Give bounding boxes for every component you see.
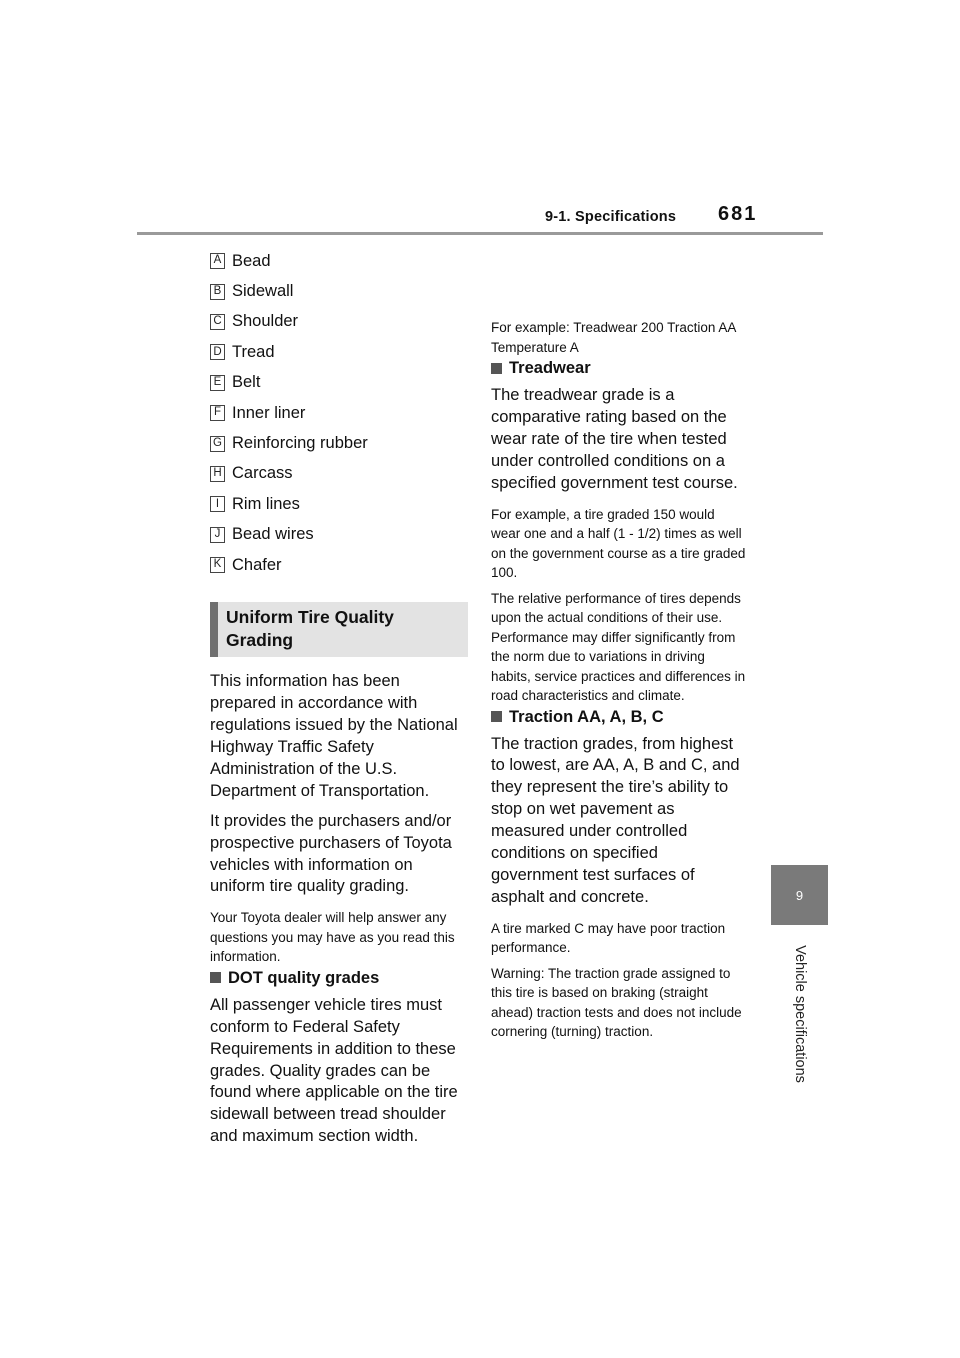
list-item bbox=[210, 489, 468, 519]
treadwear-paragraph: The treadwear grade is a comparative rating based on the wear rate of the tire when tested under controlled conditions on a specified government test course. bbox=[491, 386, 738, 492]
left-column bbox=[210, 246, 468, 1148]
part-letter-box: E bbox=[210, 375, 225, 391]
purpose-paragraph: It provides the purchasers and/or prospective purchasers of Toyota vehicles with information on uniform tire quality grading. bbox=[210, 811, 452, 896]
part-letter-box: I bbox=[210, 496, 225, 512]
part-name: Sidewall bbox=[232, 282, 294, 301]
part-name: Carcass bbox=[232, 464, 293, 483]
list-item bbox=[210, 276, 468, 306]
list-item bbox=[210, 428, 468, 458]
section-heading-box bbox=[210, 602, 468, 657]
chapter-side-label bbox=[772, 932, 828, 1096]
part-letter-box: C bbox=[210, 314, 225, 330]
section-title: 9-1. Specifications bbox=[545, 209, 677, 225]
subheading-text: Treadwear bbox=[509, 359, 591, 377]
treadwear-heading bbox=[491, 357, 746, 379]
part-letter-box: J bbox=[210, 527, 225, 543]
list-item bbox=[210, 246, 468, 276]
right-column bbox=[491, 242, 746, 1042]
dot-grades-heading bbox=[210, 967, 468, 989]
traction-note: A tire marked C may have poor traction performance. bbox=[491, 920, 726, 956]
part-letter-box: F bbox=[210, 405, 225, 421]
intro-paragraph: This information has been prepared in accordance with regulations issued by the National Highway Traffic Safety Administration of the U.S. Department of Transportation. bbox=[210, 672, 458, 800]
chapter-tab[interactable] bbox=[771, 865, 828, 925]
page-number: 681 bbox=[718, 203, 758, 225]
part-name: Tread bbox=[232, 342, 275, 361]
list-item bbox=[210, 368, 468, 398]
tire-parts-list bbox=[210, 246, 468, 580]
subheading-text: Traction AA, A, B, C bbox=[509, 707, 664, 726]
traction-warning: Warning: The traction grade assigned to this tire is based on braking (straight ahead) traction tests and does not include cornering (turning) traction. bbox=[491, 965, 742, 1040]
chapter-number: 9 bbox=[795, 887, 804, 903]
treadwear-note: The relative performance of tires depends upon the actual conditions of their use. Performance may differ significantly from the norm due to variations in driving habits, service practices and differences in road characteristics and climate. bbox=[491, 590, 746, 704]
part-letter-box: D bbox=[210, 344, 225, 360]
part-name: Chafer bbox=[232, 555, 282, 574]
dealer-note: Your Toyota dealer will help answer any questions you may have as you read this information. bbox=[210, 910, 455, 965]
part-name: Rim lines bbox=[232, 494, 300, 513]
part-name: Reinforcing rubber bbox=[232, 434, 368, 453]
part-letter-box: B bbox=[210, 284, 225, 300]
list-item bbox=[210, 459, 468, 489]
list-item bbox=[210, 337, 468, 367]
list-item bbox=[210, 550, 468, 580]
part-name: Shoulder bbox=[232, 312, 299, 331]
list-item bbox=[210, 307, 468, 337]
list-item bbox=[210, 520, 468, 550]
list-item bbox=[210, 398, 468, 428]
part-name: Bead bbox=[232, 251, 271, 270]
traction-paragraph: The traction grades, from highest to lowest, are AA, A, B and C, and they represent the tire’s ability to stop on wet pavement as measured under controlled conditions on specified government test surfaces of asphalt and concrete. bbox=[491, 734, 740, 906]
part-letter-box: A bbox=[210, 253, 225, 269]
chapter-label-text: Vehicle specifications bbox=[792, 945, 808, 1083]
part-name: Bead wires bbox=[232, 525, 314, 544]
part-name: Inner liner bbox=[232, 403, 306, 422]
treadwear-example: For example, a tire graded 150 would wear one and a half (1 - 1/2) times as well on the government course as a tire graded 100. bbox=[491, 506, 746, 581]
part-letter-box: H bbox=[210, 466, 225, 482]
dot-example: For example: Treadwear 200 Traction AA Temperature A bbox=[491, 320, 736, 355]
square-bullet-icon bbox=[491, 711, 502, 722]
subheading-text: DOT quality grades bbox=[228, 968, 380, 987]
part-letter-box: K bbox=[210, 557, 225, 573]
part-name: Belt bbox=[232, 373, 261, 392]
dot-grades-paragraph: All passenger vehicle tires must conform to Federal Safety Requirements in addition to these grades. Quality grades can be found where applicable on the tire sidewall between tread shoulder and maximum section width. bbox=[210, 995, 458, 1146]
section-heading: Uniform Tire Quality Grading bbox=[226, 607, 394, 651]
square-bullet-icon bbox=[210, 972, 221, 983]
traction-heading bbox=[491, 706, 746, 728]
square-bullet-icon bbox=[491, 363, 502, 374]
header-divider bbox=[137, 232, 823, 235]
part-letter-box: G bbox=[210, 436, 225, 452]
